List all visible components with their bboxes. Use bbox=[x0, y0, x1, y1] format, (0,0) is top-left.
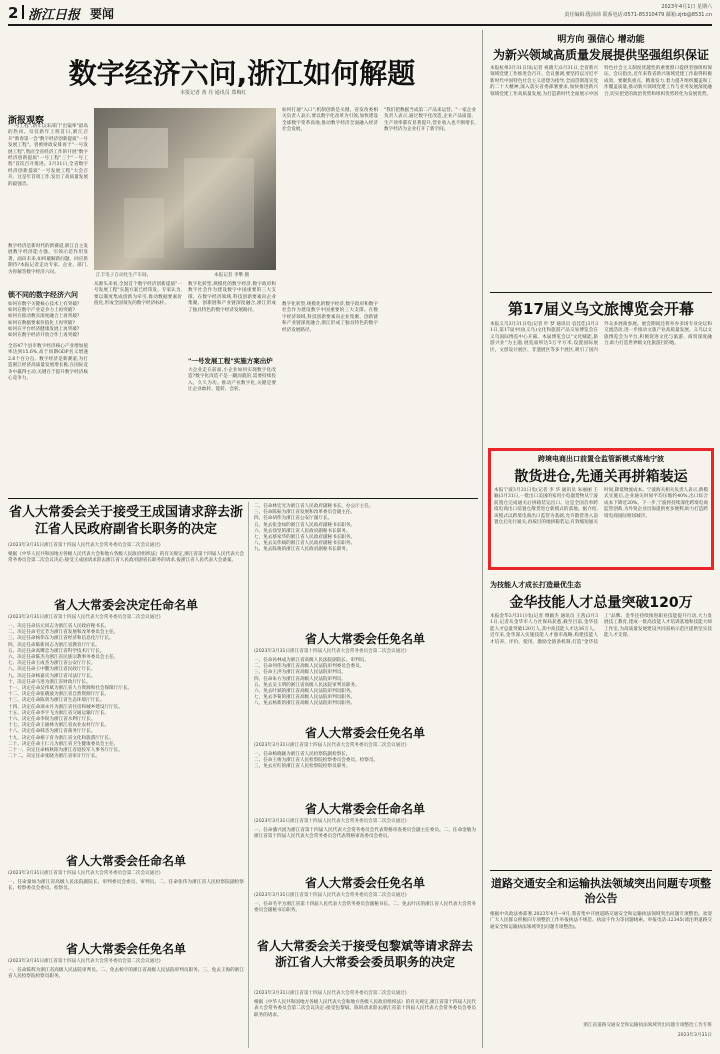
mid-col-items bbox=[254, 504, 476, 624]
talent-kicker: 为技能人才成长打造最优生态 bbox=[490, 581, 581, 589]
crossborder-kicker: 跨境电商出口前置仓监管新模式落地宁波 bbox=[538, 455, 664, 463]
list1-meta: (2023年3月31日浙江省第十四届人民代表大会常务委员会第二次会议通过) bbox=[8, 615, 161, 620]
section-name: 要闻 bbox=[90, 7, 115, 21]
list-item: 三、任命王洪为浙江省高级人民法院审判员。 bbox=[254, 670, 346, 676]
list4-items bbox=[254, 658, 476, 718]
lead-col4-text: 如何打通"入口",机制创新是关键。省发改委相关负责人表示,要以数字化改革为引领,加快建设全球数字变革高地,推动数字经济全面融入经济社会发展。 bbox=[282, 108, 378, 133]
masthead-rule bbox=[8, 24, 712, 26]
list-item: 六、决定任命陈杰为浙江省民族宗教事务委员会主任。 bbox=[8, 655, 119, 661]
lead-subhead: "一号发展工程"实施方案出炉 bbox=[188, 357, 273, 365]
talent-headline: 金华技能人才总量突破120万 bbox=[509, 595, 693, 611]
question-item: 如何在数字产业竞争力上再突破? bbox=[8, 308, 75, 314]
list-item: 五、免去吴玉明的浙江省高级人民法院审判员职务。 bbox=[254, 682, 360, 688]
list5-headline: 省人大常委会任免名单 bbox=[304, 726, 425, 740]
list-item: 二、决定任命毛宏芳为浙江省发展和改革委员会主任。 bbox=[8, 630, 119, 636]
lead-headline: 数字经济六问,浙江如何解题 bbox=[68, 57, 416, 90]
list5-items bbox=[254, 752, 476, 792]
list4-headline: 省人大常委会任免名单 bbox=[304, 632, 425, 646]
party-headline: 为新兴领域高质量发展提供坚强组织保证 bbox=[492, 48, 709, 62]
list-item: 五、免去张金如的浙江省人民政府副秘书长职务。 bbox=[254, 522, 356, 528]
list6-headline: 省人大常委会任命名单 bbox=[304, 802, 425, 816]
decision2-text: 根据《中华人民共和国地方各级人民代表大会和地方各级人民政府组织法》的有关规定,浙江省第十四届人民代表大会常务委员会第二次会议决定:接受包黎斌、陈锐请求辞去浙江省第十四届人民代表大会常务委员会委员职务的请求。 bbox=[254, 1000, 476, 1018]
lead-col3-text: 数字化转型,规模化的数字经济,数字政府和数字社会作为建设数字中国重要的三大支撑。在数字经济领域,科技创新要素向企业集聚、创新链和产业链深度融合,浙江形成了独具特色的数字经济发展路径。 bbox=[188, 282, 276, 313]
list-item: 二、任命王俊为浙江省人民检察院检察委员会委员、检察员。 bbox=[254, 758, 379, 764]
lead-byline: 本报记者 黄 丹 通讯员 郑梅红 bbox=[180, 90, 247, 96]
photo-credit: 本报记者 李攀 摄 bbox=[214, 273, 250, 278]
list-item: 三、任命陈振为浙江省发展和改革委员会副主任。 bbox=[254, 510, 356, 516]
list3-text: 一、任命陈辉为浙江省高级人民法院审判员。二、免去杨宇的浙江省高级人民法院审判员职务。三、免去王海的浙江省人民检察院检察员职务。 bbox=[8, 968, 244, 980]
list-item: 六、免去叶斌的浙江省高级人民法院审判员职务。 bbox=[254, 689, 356, 695]
list-item: 十、决定任命马进为浙江省财政厅厅长。 bbox=[8, 679, 91, 685]
list-item: 十二、决定任命张晓波为浙江省自然资源厅厅长。 bbox=[8, 692, 110, 698]
list1-headline: 省人大常委会决定任命名单 bbox=[53, 598, 198, 612]
question-item: 如何在数据要素价值化上再突破? bbox=[8, 320, 75, 326]
lead-col1c-text: 全省47个县市数字经济核心产业增加值率达到15.6%,高于同期GDP名义增速2.6个百分点。数字经济是新赛道,为打造浙江经济高质量发展增长极,在国际竞争中赢得主动,关键在于提升数字经济核心竞争力。 bbox=[8, 344, 88, 382]
list5-meta: (2023年3月31日浙江省第十四届人民代表大会常务委员会第二次会议通过) bbox=[254, 743, 407, 748]
list-item: 二十二、决定任命张晓为浙江省审计厅厅长。 bbox=[8, 754, 100, 760]
photo-caption: 江丰电子自动化生产车间。 bbox=[96, 273, 152, 278]
party-text: 本报杭州3月31日讯(记者 祝晓天)3月31日,全省新兴领域党建工作推进会召开。会议强调,要坚持以习近平新时代中国特色社会主义思想为指导,全面贯彻落实党的二十大精神,深入落实省委部署要求,加快推进新兴领域党建工作高质量发展,为打造新时代全面展示中国特色社会主义制度优越性的重要窗口提供坚强组织保证。会议指出,近年来我省新兴领域党建工作取得积极成效。要聚焦重点、精准发力,着力提升组织覆盖和工作覆盖质量,推动新兴领域党建工作与业务发展深度融合,切实把党的政治优势和组织优势转化为发展优势。 bbox=[490, 66, 712, 97]
lead-col1b-text: 数字经济是新时代的新赛道,浙江自主发展数字经济能力强、引领示范作用显著。面向未来,如何破解新问题、回应新期待?本报记者走访专家、企业、部门,为你解答数字经济六问。 bbox=[8, 244, 88, 275]
decision2-meta: (2023年3月31日浙江省第十四届人民代表大会常务委员会第二次会议通过) bbox=[254, 991, 407, 996]
list-item: 十四、决定任命项永丹为浙江省住房和城乡建设厅厅长。 bbox=[8, 704, 123, 710]
list-item: 八、免去杨新的浙江省高级人民法院审判员职务。 bbox=[254, 701, 356, 707]
list4-meta: (2023年3月31日浙江省第十四届人民代表大会常务委员会第二次会议通过) bbox=[254, 649, 407, 654]
question-item: 如何在数字关键核心技术上有突破? bbox=[8, 302, 80, 307]
list-item: 二十、决定任命王仁元为浙江省卫生健康委员会主任。 bbox=[8, 741, 119, 747]
list-item: 五、决定任命高鹰忠为浙江省科学技术厅厅长。 bbox=[8, 648, 105, 654]
list6-text: 一、任命潘兴国为浙江省第十四届人民代表大会常务委员会代表资格审查委员会副主任委员。二、任命金敏为浙江省第十四届人民代表大会常务委员会代表资格审查委员会委员。 bbox=[254, 828, 476, 840]
column-divider bbox=[482, 30, 483, 1048]
party-kicker: 明方向 强信心 增动能 bbox=[557, 35, 645, 45]
editor-contact: 责任编辑:殷沛沛 联系电话:0571-85310479 邮箱:zjrb@8531.cn bbox=[564, 12, 712, 18]
questions-heading: 锁不同的数字经济六问 bbox=[8, 291, 78, 299]
issue-date: 2023年4月1日 星期六 bbox=[661, 4, 712, 10]
list-item: 九、决定任命杨嘉宾为浙江省司法厅厅长。 bbox=[8, 673, 96, 679]
decision1-headline: 省人大常委会关于接受王成国请求辞去浙江省人民政府副省长职务的决定 bbox=[8, 505, 243, 537]
lead-photo bbox=[94, 108, 276, 270]
list-item: 一、任命孙林成为浙江省高级人民法院副院长、审判员。 bbox=[254, 658, 369, 663]
page-number: 2 bbox=[8, 4, 19, 22]
question-item: 如何在数字经济开放合作上再突破? bbox=[8, 333, 80, 339]
column-tag: 浙报观察 bbox=[8, 116, 45, 126]
lead-col1-text: "一号工程",新年以来部门"出镜率"最高的热词。仅仅新年上班首日,浙江召开"新春第一会"数字经济创新提质"一号发展工程"。曾被财政安排再于"一号发展工程",然而全省经济工作的开展"数字经济创新提质"一号工程"三个"一号工程"首次召开推进。3月31日,全省数字经济创新提质"一号发展工程"大会召开。这是年首项工作,发出了高质量发展的最强音。 bbox=[8, 124, 88, 187]
notice-date: 2023年3月31日 bbox=[677, 1033, 712, 1038]
list-item: 三、决定任命杨伟东为浙江省经济和信息化厅厅长。 bbox=[8, 636, 114, 642]
question-item: 如何在平台经济健康发展上再突破? bbox=[8, 326, 80, 332]
list6-meta: (2023年3月31日浙江省第十四届人民代表大会常务委员会第二次会议通过) bbox=[254, 819, 407, 824]
list-item: 十八、决定任命韩杰为浙江省商务厅厅长。 bbox=[8, 729, 96, 735]
lead-col2-text: 从源头来看,全国首个数字经济创新提质"一号发展工程"实施方案已经印发。专家认为,要以制度集成创新为牵引,推动数据要素价值化,形成全国领先的数字经济标杆。 bbox=[94, 282, 182, 307]
culture-headline: 第17届义乌文旅博览会开幕 bbox=[508, 300, 694, 318]
list3-headline: 省人大常委会任免名单 bbox=[65, 942, 186, 956]
list2-text: 一、任命秦如为浙江省高级人民法院副院长、审判委员会委员、审判员。二、任命张伟为浙江省人民检察院副检察长、检察委员会委员、检察员。 bbox=[8, 880, 244, 892]
list3-meta: (2023年3月31日浙江省第十四届人民代表大会常务委员会第二次会议通过) bbox=[8, 959, 161, 964]
list-item: 十一、决定任命吴伟斌为浙江省人力资源和社会保障厅厅长。 bbox=[8, 686, 133, 692]
questions-list bbox=[8, 302, 88, 339]
list2-meta: (2023年3月31日浙江省第十四届人民代表大会常务委员会第二次会议通过) bbox=[8, 871, 161, 876]
list1-items bbox=[8, 624, 244, 764]
list-item: 三、免去应红的浙江省人民检察院检察员职务。 bbox=[254, 764, 351, 770]
list-item: 十七、决定任命王通林为浙江省农业农村厅厅长。 bbox=[8, 723, 110, 729]
talent-text: 本报金华3月31日电(记者 傅颖杰 通讯员 王茜)3月31日,记者从金华市人力社保局获悉,截至目前,金华技能人才总量突破120万人,其中高技能人才达36万人。近年来,金华深入实施技能人才强市战略,构建技能人才培养、评价、使用、激励全链条机制,打造"金华技工"品牌。金华还持续推进职业技能提升行动,大力发展技工教育,建成一批高技能人才培训基地和技能大师工作室,为高质量发展建设共同富裕示范区提供坚实技能人才支撑。 bbox=[490, 614, 712, 645]
decision1-meta: (2023年3月31日浙江省第十四届人民代表大会常务委员会第二次会议通过) bbox=[8, 543, 161, 548]
question-item: 如何在推动数实深度融合上再突破? bbox=[8, 314, 80, 320]
list-item: 四、决定任命陈新同志为浙江省教育厅厅长。 bbox=[8, 642, 100, 648]
culture-text: 本报义乌3月31日电(记者 叶 梦 通讯员 袁佳佳)3月31日,第17届中国(义乌)文化和旅游产品交易博览会在义乌国际博览中心开幕。本届博览会以"文化赋能,旅游兴业"为主题,展览面积达5万平方米,设置国际展区、文创设计展区、非遗展区等多个展区,吸引了国内外众多展商参展。展会期间还将举办多场专业论坛和交流活动,进一步推动文旅产业高质量发展。义乌以文旅博览会为平台,积极促进文化与旅游、商贸深度融合,助力打造世界级文化旅游目的地。 bbox=[490, 322, 712, 353]
section-rule bbox=[490, 292, 712, 293]
list-item: 十九、决定任命褚子育为浙江省文化和旅游厅厅长。 bbox=[8, 735, 114, 741]
list-item: 九、免去陈俊的浙江省人民政府副秘书长职务。 bbox=[254, 547, 351, 553]
list-item: 七、免去蔡家华的浙江省人民政府副秘书长职务。 bbox=[254, 535, 356, 541]
crossborder-text: 本报宁波3月31日电(记者 李 华 通讯员 朱丽丽 王 颖)3月31日,一批出口美国的家用小电器货物从宁波前置仓完成通关后拼箱装运出口。这是全国首单跨境电商出口前置仓散货进仓新模式的落地。据介绍,该模式以跨境电商出口监管为基础,允许散货进入前置仓后先行通关,再按目的地拼箱装运,有效缩短通关时间,降低物流成本。宁波海关相关负责人表示,新模式实施后,企业通关时间平均压缩约40%,出口综合成本下降近20%。下一步,宁波将持续深化跨境电商监管创新,为外贸企业出海提供更多便利,助力打造跨境电商国际枢纽城市。 bbox=[494, 488, 708, 526]
decision2-headline: 省人大常委会关于接受包黎斌等请求辞去浙江省人大常委会委员职务的决定 bbox=[256, 939, 473, 969]
list-item: 七、免去李菊的浙江省高级人民法院审判员职务。 bbox=[254, 695, 356, 701]
list-item: 一、任命杨晓颖为浙江省人民检察院副检察长。 bbox=[254, 752, 351, 757]
notice-text: 根据中央政法委部署,2023年4月—9月,我省集中开展道路交通安全和运输执法领域突出问题专项整治。欢迎广大人民群众积极向专项整治工作举报执法不规范、执法不作为等问题线索。举报电话:12345(请注明道路交通安全和运输执法领域突出问题专项整治)。 bbox=[490, 912, 712, 930]
list-item: 二、任命何伟为浙江省高级人民法院审判委员会委员。 bbox=[254, 664, 365, 670]
lower-rule bbox=[8, 498, 478, 499]
lead-col3b-text: 大企业走在前面,小企业如何实现数字化改造?数字化改造不是一蹴而就的,需要持续投入、久久为功。推动产业数字化,关键是要让企业敢转、能转、会转。 bbox=[188, 368, 276, 393]
list-item: 四、任命胡伟为浙江省公安厅副厅长。 bbox=[254, 516, 333, 522]
list2-headline: 省人大常委会任命名单 bbox=[65, 854, 186, 868]
notice-signature: 浙江省道路交通安全和运输执法领域突出问题专项整治工作专班 bbox=[583, 1023, 712, 1028]
list7-meta: (2023年3月31日浙江省第十四届人民代表大会常务委员会第二次会议通过) bbox=[254, 893, 407, 898]
list-item: 十三、决定任命陈勇为浙江省生态环境厅厅长。 bbox=[8, 698, 105, 704]
list-item: 十六、决定任命李锐为浙江省水利厅厅长。 bbox=[8, 717, 96, 723]
list-item: 八、免去吴伟斌的浙江省人民政府副秘书长职务。 bbox=[254, 541, 356, 547]
lower-divider bbox=[248, 502, 249, 1048]
list-item: 十五、决定任命李宇飞为浙江省交通运输厅厅长。 bbox=[8, 710, 110, 716]
masthead bbox=[8, 4, 712, 22]
lead-col5-text: "我们把数据当成第二产品来运营。"一家企业负责人表示,通过数字化改造,企业产品质量、生产效率都有显著提升,营业收入也不断增长,数字经济为企业打开了新空间。 bbox=[384, 108, 476, 133]
list7-headline: 省人大常委会任免名单 bbox=[304, 876, 425, 890]
list-item: 二十一、决定任命杨秋阳为浙江省退役军人事务厅厅长。 bbox=[8, 748, 123, 754]
list-item: 四、任命朱方为浙江省高级人民法院审判员。 bbox=[254, 676, 346, 682]
notice-rule bbox=[490, 870, 712, 871]
lead-col4b-text: 数字化转型,规模化的数字经济,数字政府和数字社会作为建设数字中国重要的三大支撑。在数字经济领域,科技创新要素向企业集聚、创新链和产业链深度融合,浙江形成了独具特色的数字经济发展路径。 bbox=[282, 302, 378, 333]
list-item: 八、决定任命王中鳌为浙江省民政厅厅长。 bbox=[8, 667, 96, 673]
notice-headline: 道路交通安全和运输执法领域突出问题专项整治公告 bbox=[491, 877, 711, 905]
list-item: 七、决定任命王成杰为浙江省公安厅厅长。 bbox=[8, 661, 96, 667]
decision1-text: 根据《中华人民共和国地方各级人民代表大会和地方各级人民政府组织法》的有关规定,浙江省第十四届人民代表大会常务委员会第二次会议决定:接受王成国请求辞去浙江省人民政府副省长职务的请求,报浙江省人民代表大会备案。 bbox=[8, 552, 244, 564]
crossborder-headline: 散货进仓,先通关再拼箱装运 bbox=[514, 469, 688, 485]
list-item: 二、任命林宏光为浙江省人民政府副秘书长、办公厅主任。 bbox=[254, 504, 374, 509]
masthead-separator bbox=[22, 5, 24, 19]
list-item: 六、免去徐坚的浙江省人民政府副秘书长职务。 bbox=[254, 528, 351, 534]
paper-name: 浙江日报 bbox=[28, 8, 81, 23]
list-item: 一、决定任命伍元同志为浙江省人民政府秘书长。 bbox=[8, 624, 110, 629]
list7-text: 一、任命毛平为浙江省第十四届人民代表大会常务委员会副秘书长。二、免去叶庆的浙江省人民代表大会常务委员会副秘书长职务。 bbox=[254, 902, 476, 914]
